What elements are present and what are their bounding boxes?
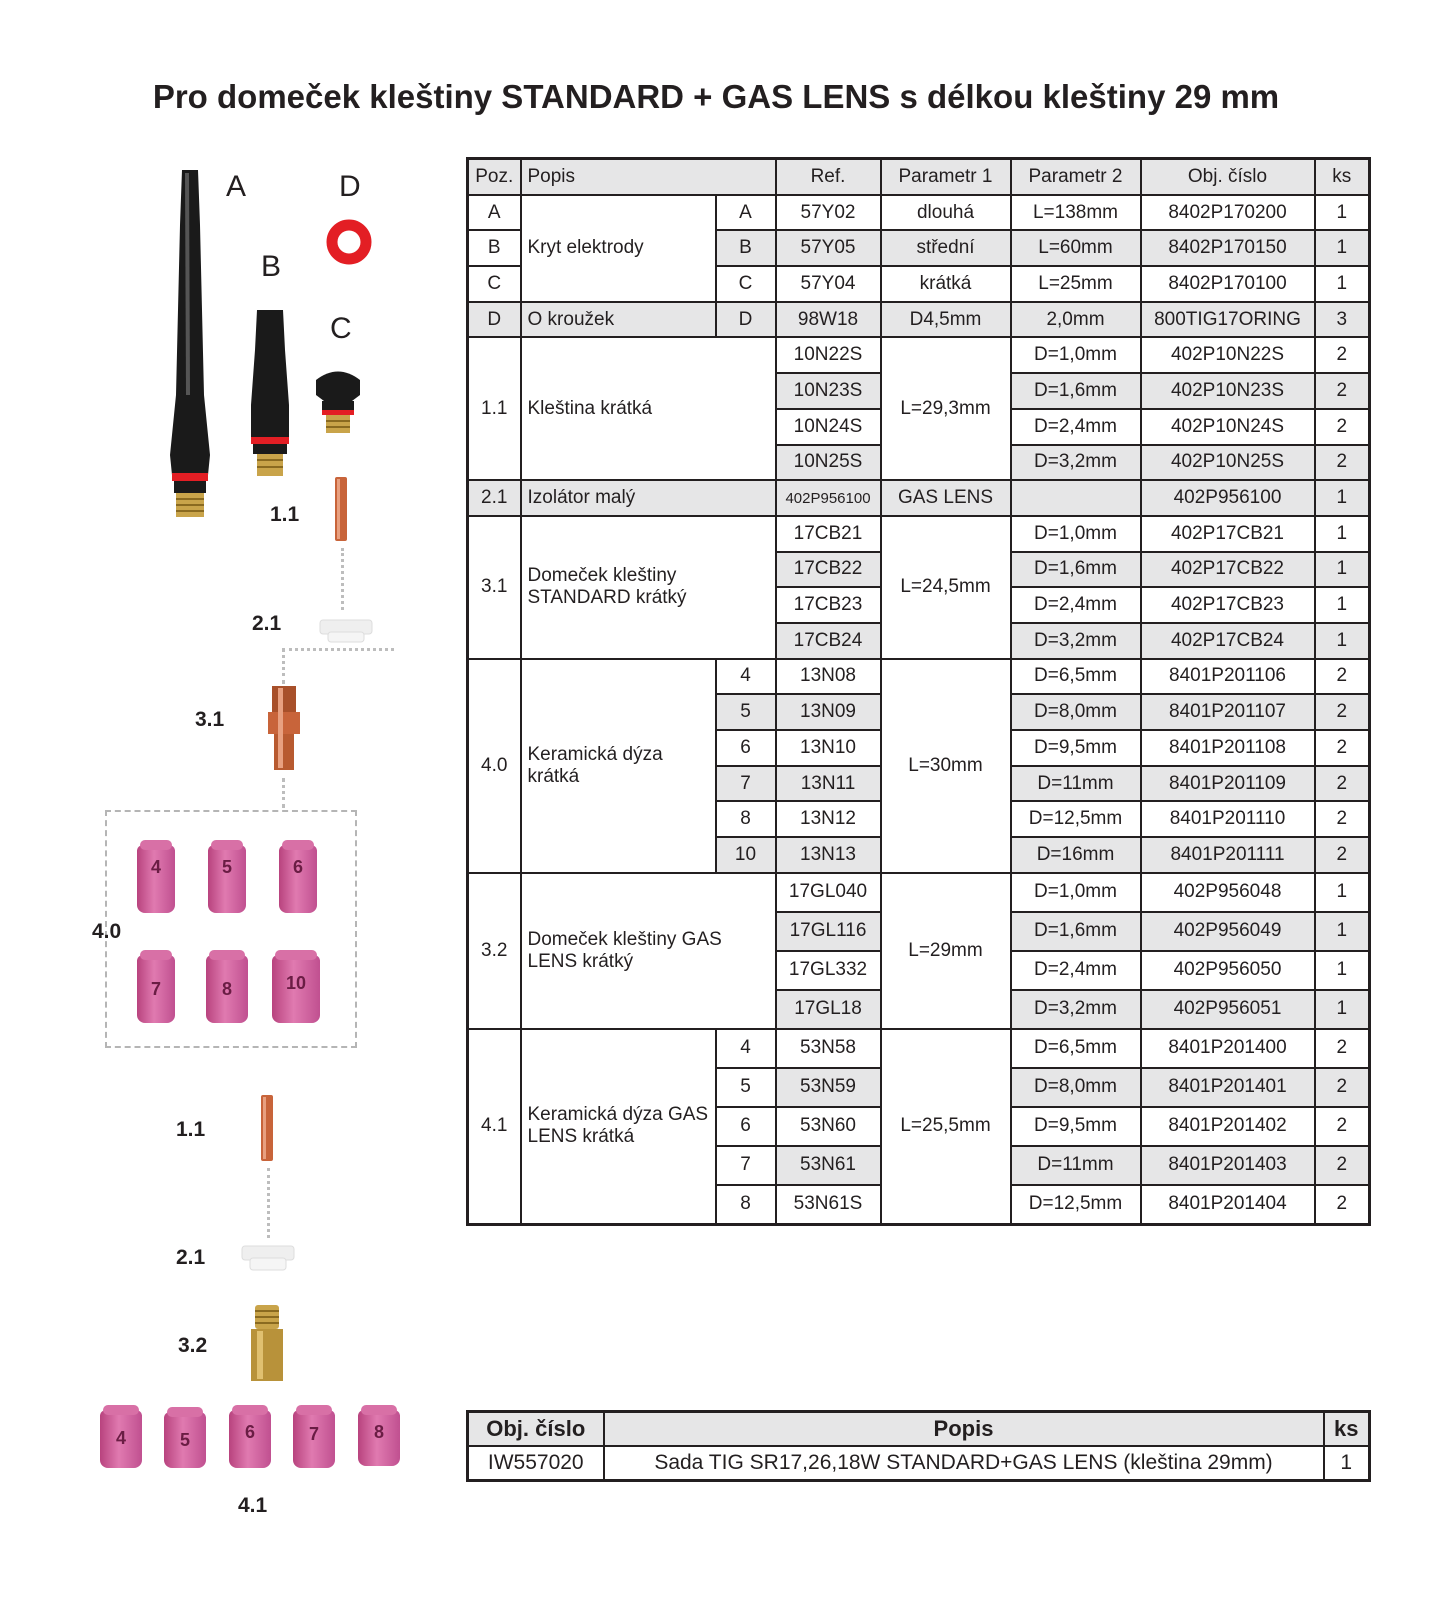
nozzle-41-4-icon: 4 xyxy=(100,1410,142,1468)
table-row xyxy=(468,516,1370,552)
cell-param2: L=60mm xyxy=(1011,230,1141,266)
header-ks: ks xyxy=(1315,159,1370,195)
cell-sub: 8 xyxy=(716,1185,776,1225)
cell-ks: 2 xyxy=(1315,1068,1370,1107)
cell-ref: 57Y02 xyxy=(776,195,881,231)
collet-body-icon xyxy=(266,684,302,774)
table-header-row xyxy=(468,159,1370,195)
cell-ks: 1 xyxy=(1315,195,1370,231)
label-1-1-bottom: 1.1 xyxy=(176,1118,206,1141)
cell-ks: 2 xyxy=(1315,730,1370,766)
cell-ks: 1 xyxy=(1315,266,1370,302)
cell-obj: 402P956049 xyxy=(1141,912,1315,951)
label-b: B xyxy=(261,250,282,283)
header-obj: Obj. číslo xyxy=(1141,159,1315,195)
cell-ks: 2 xyxy=(1315,1029,1370,1068)
cell-ref: 13N08 xyxy=(776,659,881,695)
cell-param2: D=6,5mm xyxy=(1011,659,1141,695)
cell-param1: D4,5mm xyxy=(881,302,1011,338)
cell-sub: B xyxy=(716,230,776,266)
label-3-1: 3.1 xyxy=(195,708,225,731)
table-row xyxy=(468,480,1370,516)
cell-ks: 3 xyxy=(1315,302,1370,338)
cell-sub: D xyxy=(716,302,776,338)
cell-poz: 2.1 xyxy=(468,480,521,516)
set-cell-ks: 1 xyxy=(1324,1446,1370,1481)
cell-param2: D=1,6mm xyxy=(1011,552,1141,588)
cell-ks: 2 xyxy=(1315,1146,1370,1185)
cell-param2: 2,0mm xyxy=(1011,302,1141,338)
cell-ref: 17GL18 xyxy=(776,990,881,1029)
cell-sub: 5 xyxy=(716,694,776,730)
cell-poz: 3.1 xyxy=(468,516,521,659)
cell-ks: 1 xyxy=(1315,587,1370,623)
cell-sub: 7 xyxy=(716,1146,776,1185)
cell-obj: 402P17CB21 xyxy=(1141,516,1315,552)
cell-ks: 2 xyxy=(1315,837,1370,873)
cell-ks: 1 xyxy=(1315,230,1370,266)
nozzle-40-7-icon: 7 xyxy=(137,955,175,1023)
cell-ks: 1 xyxy=(1315,623,1370,659)
cell-poz: D xyxy=(468,302,521,338)
set-cell-obj: IW557020 xyxy=(468,1446,604,1481)
cell-param1: střední xyxy=(881,230,1011,266)
cell-ks: 1 xyxy=(1315,480,1370,516)
cell-popis: Keramická dýza krátká xyxy=(521,659,716,873)
cell-ref: 17CB21 xyxy=(776,516,881,552)
cell-param1: GAS LENS xyxy=(881,480,1011,516)
cell-param2: D=8,0mm xyxy=(1011,1068,1141,1107)
cell-obj: 8401P201108 xyxy=(1141,730,1315,766)
cell-obj: 8401P201404 xyxy=(1141,1185,1315,1225)
set-cell-popis: Sada TIG SR17,26,18W STANDARD+GAS LENS (kleština 29mm) xyxy=(604,1446,1324,1481)
back-cap-long-icon xyxy=(160,165,220,525)
set-header-obj: Obj. číslo xyxy=(468,1412,604,1447)
cell-sub: 4 xyxy=(716,1029,776,1068)
cell-sub: A xyxy=(716,195,776,231)
label-a: A xyxy=(226,170,247,203)
cell-obj: 8402P170150 xyxy=(1141,230,1315,266)
cell-popis: Keramická dýza GAS LENS krátká xyxy=(521,1029,716,1225)
cell-obj: 402P17CB23 xyxy=(1141,587,1315,623)
cell-param2: D=12,5mm xyxy=(1011,1185,1141,1225)
cell-popis: Domeček kleštiny GAS LENS krátký xyxy=(521,873,776,1029)
cell-poz: A xyxy=(468,195,521,231)
cell-ref: 17CB22 xyxy=(776,552,881,588)
cell-ks: 1 xyxy=(1315,516,1370,552)
cell-ks: 2 xyxy=(1315,337,1370,373)
cell-obj: 402P956048 xyxy=(1141,873,1315,912)
set-row xyxy=(468,1446,1370,1481)
table-row xyxy=(468,302,1370,338)
cell-sub: 6 xyxy=(716,730,776,766)
cell-ks: 1 xyxy=(1315,912,1370,951)
cell-param2: D=1,6mm xyxy=(1011,912,1141,951)
cell-obj: 8401P201403 xyxy=(1141,1146,1315,1185)
cell-param2: D=1,0mm xyxy=(1011,516,1141,552)
cell-poz: C xyxy=(468,266,521,302)
cell-param2: D=1,6mm xyxy=(1011,373,1141,409)
cell-ks: 2 xyxy=(1315,659,1370,695)
cell-obj: 8401P201109 xyxy=(1141,766,1315,802)
cell-param2: D=12,5mm xyxy=(1011,801,1141,837)
nozzle-41-5-icon: 5 xyxy=(164,1412,206,1468)
cell-obj: 8401P201402 xyxy=(1141,1107,1315,1146)
back-cap-medium-icon xyxy=(243,305,303,485)
o-ring-icon xyxy=(325,218,373,266)
cell-obj: 402P17CB24 xyxy=(1141,623,1315,659)
cell-ref: 13N11 xyxy=(776,766,881,802)
cell-ks: 1 xyxy=(1315,552,1370,588)
cell-obj: 8401P201401 xyxy=(1141,1068,1315,1107)
cell-popis: O kroužek xyxy=(521,302,716,338)
cell-obj: 402P10N24S xyxy=(1141,409,1315,445)
cell-obj: 402P10N25S xyxy=(1141,445,1315,481)
label-4-0: 4.0 xyxy=(92,920,122,943)
cell-ref: 17CB23 xyxy=(776,587,881,623)
cell-obj: 402P956050 xyxy=(1141,951,1315,990)
cell-obj: 402P17CB22 xyxy=(1141,552,1315,588)
cell-sub: 10 xyxy=(716,837,776,873)
cell-ref: 13N10 xyxy=(776,730,881,766)
cell-poz: 1.1 xyxy=(468,337,521,480)
nozzle-40-6-icon: 6 xyxy=(279,845,317,913)
cell-ref: 57Y04 xyxy=(776,266,881,302)
table-row xyxy=(468,337,1370,373)
cell-param1: L=25,5mm xyxy=(881,1029,1011,1225)
cell-obj: 8401P201111 xyxy=(1141,837,1315,873)
cell-param2: D=11mm xyxy=(1011,766,1141,802)
nozzle-40-8-icon: 8 xyxy=(206,955,248,1023)
cell-ref: 53N59 xyxy=(776,1068,881,1107)
cell-param2: D=1,0mm xyxy=(1011,337,1141,373)
cell-ref: 17GL116 xyxy=(776,912,881,951)
set-header-ks: ks xyxy=(1324,1412,1370,1447)
cell-ref: 10N22S xyxy=(776,337,881,373)
cell-obj: 402P10N23S xyxy=(1141,373,1315,409)
cell-ref: 53N58 xyxy=(776,1029,881,1068)
cell-ks: 2 xyxy=(1315,1185,1370,1225)
cell-ks: 2 xyxy=(1315,694,1370,730)
cell-param2: D=11mm xyxy=(1011,1146,1141,1185)
cell-ref: 17CB24 xyxy=(776,623,881,659)
cell-sub: 6 xyxy=(716,1107,776,1146)
collet-icon xyxy=(333,475,349,543)
table-row xyxy=(468,195,1370,231)
collet-icon xyxy=(259,1093,275,1163)
cell-ks: 1 xyxy=(1315,990,1370,1029)
cell-ks: 2 xyxy=(1315,445,1370,481)
cell-param2: D=3,2mm xyxy=(1011,990,1141,1029)
cell-param2: D=3,2mm xyxy=(1011,445,1141,481)
cell-ref: 57Y05 xyxy=(776,230,881,266)
cell-obj: 8401P201400 xyxy=(1141,1029,1315,1068)
cell-ks: 2 xyxy=(1315,801,1370,837)
cell-ks: 1 xyxy=(1315,951,1370,990)
cell-poz: 4.1 xyxy=(468,1029,521,1225)
label-1-1-top: 1.1 xyxy=(270,503,300,526)
parts-table xyxy=(466,157,1371,1226)
label-3-2: 3.2 xyxy=(178,1334,208,1357)
table-row xyxy=(468,873,1370,912)
nozzle-40-5-icon: 5 xyxy=(208,845,246,913)
cell-ks: 2 xyxy=(1315,1107,1370,1146)
cell-ref: 10N24S xyxy=(776,409,881,445)
cell-obj: 800TIG17ORING xyxy=(1141,302,1315,338)
insulator-icon xyxy=(318,618,374,644)
cell-param1: krátká xyxy=(881,266,1011,302)
cell-obj: 402P956100 xyxy=(1141,480,1315,516)
cell-obj: 8402P170100 xyxy=(1141,266,1315,302)
cell-param2: D=9,5mm xyxy=(1011,1107,1141,1146)
cell-param2: D=3,2mm xyxy=(1011,623,1141,659)
back-cap-short-icon xyxy=(308,365,368,445)
header-ref: Ref. xyxy=(776,159,881,195)
cell-param2: D=16mm xyxy=(1011,837,1141,873)
cell-obj: 8401P201107 xyxy=(1141,694,1315,730)
set-header-row xyxy=(468,1412,1370,1447)
cell-sub: C xyxy=(716,266,776,302)
label-c: C xyxy=(330,312,352,345)
label-2-1-top: 2.1 xyxy=(252,612,282,635)
cell-ref: 402P956100 xyxy=(776,480,881,516)
cell-poz: 3.2 xyxy=(468,873,521,1029)
cell-obj: 8401P201110 xyxy=(1141,801,1315,837)
cell-ref: 10N23S xyxy=(776,373,881,409)
gas-lens-body-icon xyxy=(247,1303,287,1385)
cell-ref: 53N61 xyxy=(776,1146,881,1185)
insulator-icon xyxy=(240,1244,296,1272)
cell-param2: D=9,5mm xyxy=(1011,730,1141,766)
nozzle-40-10-icon: 10 xyxy=(272,955,320,1023)
cell-param1: L=29,3mm xyxy=(881,337,1011,480)
header-popis: Popis xyxy=(521,159,776,195)
nozzle-41-6-icon: 6 xyxy=(229,1410,271,1468)
header-param1: Parametr 1 xyxy=(881,159,1011,195)
cell-ref: 17GL332 xyxy=(776,951,881,990)
cell-poz: 4.0 xyxy=(468,659,521,873)
nozzle-41-8-icon: 8 xyxy=(358,1410,400,1466)
cell-obj: 8401P201106 xyxy=(1141,659,1315,695)
cell-param2: L=25mm xyxy=(1011,266,1141,302)
cell-ref: 13N09 xyxy=(776,694,881,730)
cell-popis: Kryt elektrody xyxy=(521,195,716,302)
cell-ref: 98W18 xyxy=(776,302,881,338)
cell-popis: Izolátor malý xyxy=(521,480,776,516)
cell-ks: 2 xyxy=(1315,766,1370,802)
cell-obj: 402P956051 xyxy=(1141,990,1315,1029)
header-poz: Poz. xyxy=(468,159,521,195)
cell-sub: 4 xyxy=(716,659,776,695)
cell-param2: D=2,4mm xyxy=(1011,951,1141,990)
label-4-1: 4.1 xyxy=(238,1494,268,1517)
cell-ref: 13N13 xyxy=(776,837,881,873)
label-2-1-bottom: 2.1 xyxy=(176,1246,206,1269)
header-param2: Parametr 2 xyxy=(1011,159,1141,195)
cell-popis: Kleština krátká xyxy=(521,337,776,480)
cell-param2: D=1,0mm xyxy=(1011,873,1141,912)
cell-param1: dlouhá xyxy=(881,195,1011,231)
cell-param1: L=24,5mm xyxy=(881,516,1011,659)
label-d: D xyxy=(339,170,361,203)
table-row xyxy=(468,1029,1370,1068)
cell-poz: B xyxy=(468,230,521,266)
table-row xyxy=(468,659,1370,695)
cell-sub: 7 xyxy=(716,766,776,802)
cell-sub: 8 xyxy=(716,801,776,837)
cell-param2: L=138mm xyxy=(1011,195,1141,231)
cell-ref: 17GL040 xyxy=(776,873,881,912)
nozzle-40-4-icon: 4 xyxy=(137,845,175,913)
cell-param1: L=30mm xyxy=(881,659,1011,873)
cell-param2: D=6,5mm xyxy=(1011,1029,1141,1068)
set-header-popis: Popis xyxy=(604,1412,1324,1447)
cell-ref: 10N25S xyxy=(776,445,881,481)
cell-param2: D=2,4mm xyxy=(1011,409,1141,445)
nozzle-41-7-icon: 7 xyxy=(293,1410,335,1468)
cell-ref: 53N60 xyxy=(776,1107,881,1146)
set-table xyxy=(466,1410,1371,1482)
cell-ks: 2 xyxy=(1315,409,1370,445)
cell-sub: 5 xyxy=(716,1068,776,1107)
cell-ref: 13N12 xyxy=(776,801,881,837)
cell-param2 xyxy=(1011,480,1141,516)
cell-ks: 2 xyxy=(1315,373,1370,409)
cell-obj: 402P10N22S xyxy=(1141,337,1315,373)
cell-ref: 53N61S xyxy=(776,1185,881,1225)
cell-param2: D=8,0mm xyxy=(1011,694,1141,730)
cell-obj: 8402P170200 xyxy=(1141,195,1315,231)
cell-param1: L=29mm xyxy=(881,873,1011,1029)
cell-param2: D=2,4mm xyxy=(1011,587,1141,623)
page-title: Pro domeček kleštiny STANDARD + GAS LENS s délkou kleštiny 29 mm xyxy=(152,78,1280,115)
cell-ks: 1 xyxy=(1315,873,1370,912)
cell-popis: Domeček kleštiny STANDARD krátký xyxy=(521,516,776,659)
